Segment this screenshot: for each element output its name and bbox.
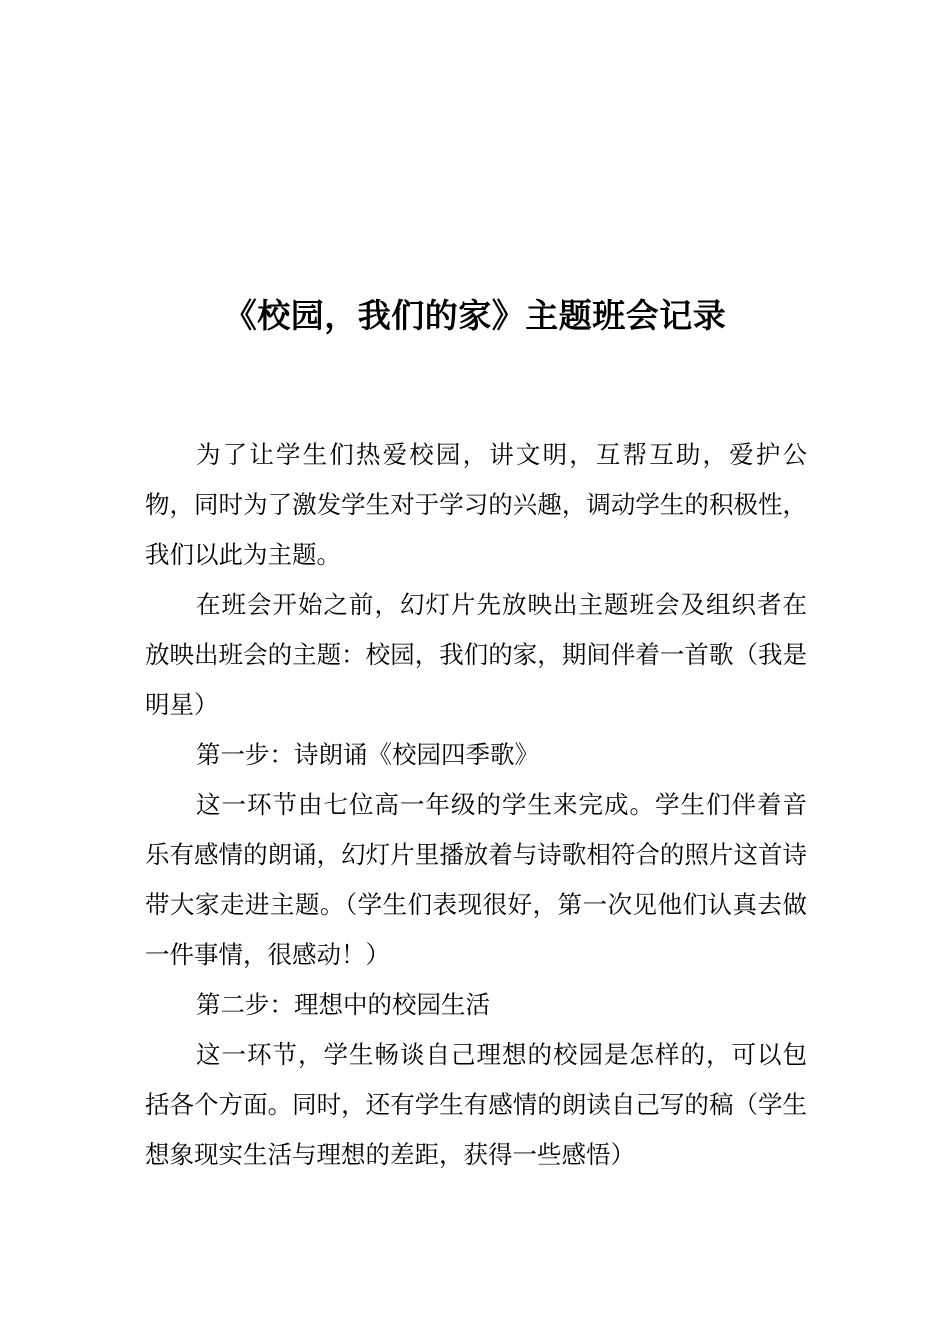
document-title: 《校园，我们的家》主题班会记录: [223, 296, 727, 335]
document-body: [145, 430, 807, 1180]
paragraph-step-one-detail: 这一环节由七位高一年级的学生来完成。学生们伴着音乐有感情的朗诵，幻灯片里播放着与诗歌相符合的照片这首诗带大家走进主题。（学生们表现很好，第一次见他们认真去做一件事情，很感动！）: [145, 790, 807, 969]
paragraph-step-two-heading: 第二步：理想中的校园生活: [196, 990, 490, 1019]
paragraph-step-one-heading: 第一步：诗朗诵《校园四季歌》: [196, 740, 539, 769]
paragraph-opening: 在班会开始之前，幻灯片先放映出主题班会及组织者在放映出班会的主题：校园，我们的家，期间伴着一首歌（我是明星）: [145, 590, 807, 719]
paragraph-step-two-detail: 这一环节，学生畅谈自己理想的校园是怎样的，可以包括各个方面。同时，还有学生有感情的朗读自己写的稿（学生想象现实生活与理想的差距，获得一些感悟）: [145, 1040, 807, 1169]
paragraph-purpose: 为了让学生们热爱校园，讲文明，互帮互助，爱护公物，同时为了激发学生对于学习的兴趣，调动学生的积极性，我们以此为主题。: [145, 440, 807, 569]
